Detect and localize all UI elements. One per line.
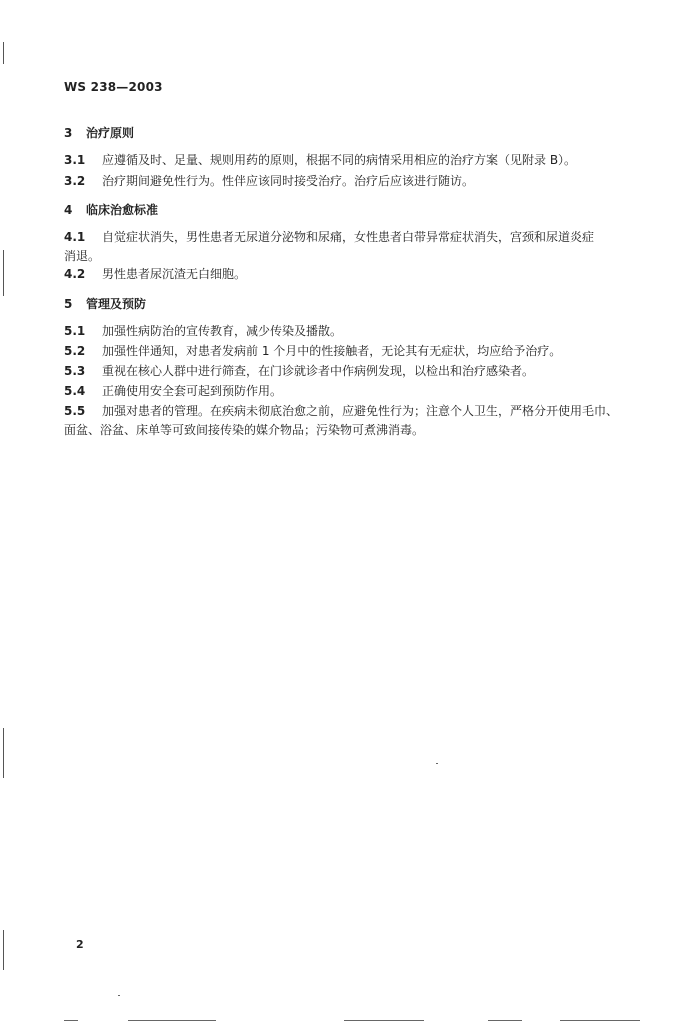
- clause-text: 自觉症状消失，男性患者无尿道分泌物和尿痛，女性患者白带异常症状消失，宫颈和尿道炎症: [102, 230, 595, 244]
- clause: [64, 322, 342, 340]
- clause-text: 重视在核心人群中进行筛查，在门诊就诊者中作病例发现，以检出和治疗感染者。: [102, 364, 535, 378]
- scan-bottom-rule: [128, 1020, 216, 1021]
- clause-number: 4.1: [64, 230, 86, 244]
- clause-text: 加强对患者的管理。在疾病未彻底治愈之前，应避免性行为；注意个人卫生，严格分开使用毛巾、: [102, 404, 619, 418]
- section-heading: [64, 124, 134, 141]
- section-title: 治疗原则: [86, 126, 135, 140]
- clause: [64, 342, 561, 360]
- section-number: 5: [64, 297, 73, 311]
- clause: [64, 172, 474, 190]
- scan-bottom-rule: [488, 1020, 522, 1021]
- page-number: 2: [76, 938, 84, 951]
- clause-number: 5.4: [64, 384, 86, 398]
- scan-margin-mark: [3, 250, 4, 296]
- clause-number: 5.2: [64, 344, 86, 358]
- clause-text: 正确使用安全套可起到预防作用。: [102, 384, 283, 398]
- scan-bottom-rule: [64, 1020, 78, 1021]
- scan-speck: [118, 995, 120, 996]
- scan-margin-mark: [3, 728, 4, 778]
- section-title: 管理及预防: [86, 297, 147, 311]
- scan-bottom-rule: [344, 1020, 424, 1021]
- clause-text: 男性患者尿沉渣无白细胞。: [102, 267, 247, 281]
- clause-text: 加强性病防治的宣传教育，减少传染及播散。: [102, 324, 343, 338]
- clause: [64, 265, 246, 283]
- clause: [64, 151, 576, 169]
- scan-margin-mark: [3, 42, 4, 64]
- clause-continuation: 消退。: [64, 249, 101, 263]
- section-number: 4: [64, 203, 73, 217]
- clause-number: 3.2: [64, 174, 86, 188]
- clause-number: 5.5: [64, 404, 86, 418]
- clause: [64, 382, 282, 400]
- clause: [64, 402, 618, 420]
- clause-text: 应遵循及时、足量、规则用药的原则，根据不同的病情采用相应的治疗方案（见附录 B）。: [102, 153, 577, 167]
- scan-speck: [436, 763, 438, 764]
- clause-text: 治疗期间避免性行为。性伴应该同时接受治疗。治疗后应该进行随访。: [102, 174, 475, 188]
- clause-number: 5.3: [64, 364, 86, 378]
- standard-code: WS 238—2003: [64, 80, 163, 94]
- section-heading: [64, 295, 146, 312]
- clause: [64, 362, 534, 380]
- clause-number: 4.2: [64, 267, 86, 281]
- clause-number: 5.1: [64, 324, 86, 338]
- clause-text: 加强性伴通知，对患者发病前 1 个月中的性接触者，无论其有无症状，均应给予治疗。: [102, 344, 562, 358]
- section-title: 临床治愈标准: [86, 203, 159, 217]
- section-number: 3: [64, 126, 73, 140]
- scan-bottom-rule: [560, 1020, 640, 1021]
- clause-continuation: 面盆、浴盆、床单等可致间接传染的媒介物品；污染物可煮沸消毒。: [64, 423, 425, 437]
- section-heading: [64, 201, 158, 218]
- clause: [64, 228, 594, 246]
- clause-number: 3.1: [64, 153, 86, 167]
- scan-margin-mark: [3, 930, 4, 970]
